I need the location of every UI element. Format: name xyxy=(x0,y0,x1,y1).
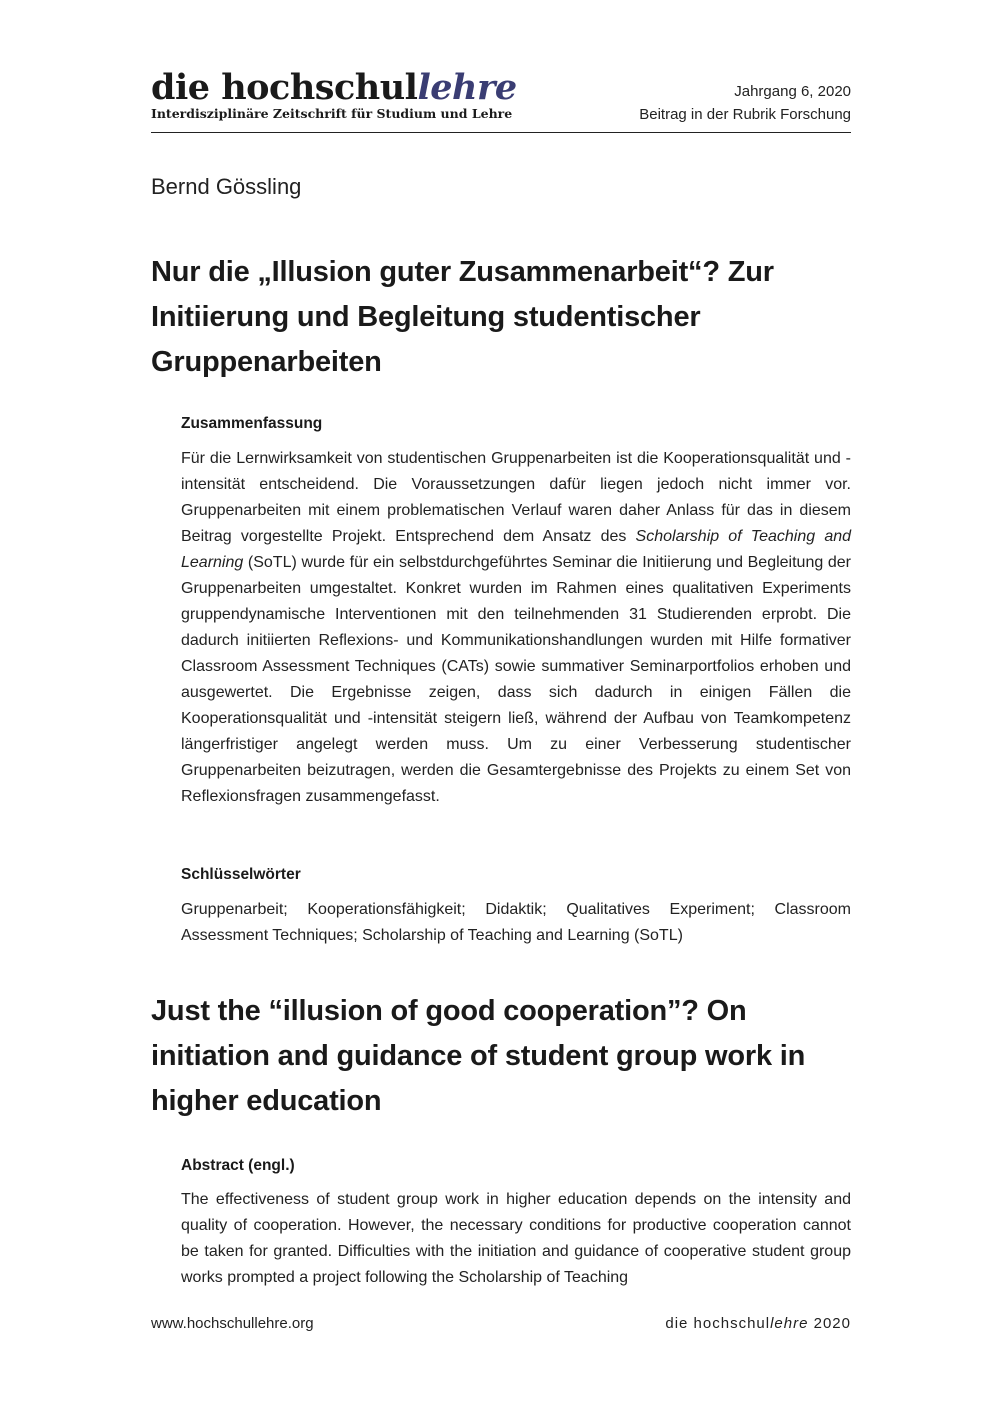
footer-journal xyxy=(665,1314,851,1334)
footer-journal-plain: die hochschul xyxy=(665,1315,771,1332)
abstract-heading: Abstract (engl.) xyxy=(181,1157,295,1174)
logo-plain: die hochschul xyxy=(151,67,418,108)
keywords-text: Gruppenarbeit; Kooperationsfähigkeit; Didaktik; Qualitatives Experiment; Classroom Assessment Techniques; Scholarship of Teaching and Learning (SoTL) xyxy=(181,901,851,944)
keywords-heading: Schlüsselwörter xyxy=(181,866,301,883)
footer-journal-italic: lehre xyxy=(770,1315,809,1332)
summary-text-part2: (SoTL) wurde für ein selbstdurchgeführtes Seminar die Initiierung und Begleitung der Gruppenarbeiten umgestaltet. Konkret wurden im Rahmen eines qualitativen Experiments gruppendynamische Interventionen mit den teilnehmenden 31 Studierenden erprobt. Die dadurch initiierten Reflexions- und Kommunikationshandlungen wurden mit Hilfe formativer Classroom Assessment Techniques (CATs) sowie summativer Seminarportfolios erhoben und ausgewertet. Die Ergebnisse zeigen, dass sich dadurch in einigen Fällen die Kooperationsqualität und -intensität steigern ließ, während der Aufbau von Teamkompetenz längerfristiger angelegt werden muss. Um zu einer Verbesserung studentischer Gruppenarbeiten beizutragen, werden die Gesamtergebnisse des Projekts zu einem Set von Reflexionsfragen zusammengefasst. xyxy=(181,554,851,805)
rubric-label: Beitrag in der Rubrik Forschung xyxy=(639,106,851,123)
title-german: Nur die „Illusion guter Zusammenarbeit“? Zur Initiierung und Begleitung studentischer Gruppenarbeiten xyxy=(151,256,774,378)
volume-label: Jahrgang 6, 2020 xyxy=(734,83,851,100)
summary-text xyxy=(181,446,851,810)
title-english: Just the “illusion of good cooperation”? On initiation and guidance of student group work in higher education xyxy=(151,995,806,1117)
summary-text-part1: Für die Lernwirksamkeit von studentischen Gruppenarbeiten ist die Kooperationsqualität und -intensität entscheidend. Die Voraussetzungen dafür liegen jedoch nicht immer vor. Gruppenarbeiten mit einem problematischen Verlauf waren daher Anlass für das in diesem Beitrag vorgestellte Projekt. Entsprechend dem Ansatz des xyxy=(181,450,851,545)
footer-year: 2020 xyxy=(808,1315,851,1332)
footer-url: www.hochschullehre.org xyxy=(151,1315,314,1332)
journal-logo xyxy=(151,68,517,108)
logo-subtitle: Interdisziplinäre Zeitschrift für Studium und Lehre xyxy=(151,106,513,121)
summary-text-italic: Scholarship of Teaching and Learning xyxy=(181,528,852,571)
issue-info xyxy=(639,80,851,126)
summary-heading: Zusammenfassung xyxy=(181,415,323,432)
logo-italic: lehre xyxy=(417,67,517,108)
author-name: Bernd Gössling xyxy=(151,174,302,199)
abstract-text: The effectiveness of student group work in higher education depends on the intensity and quality of cooperation. However, the necessary conditions for productive cooperation cannot be taken for granted. Difficulties with the initiation and guidance of cooperative student group works prompted a project following the Scholarship of Teaching xyxy=(181,1191,851,1286)
page-header xyxy=(151,68,851,133)
